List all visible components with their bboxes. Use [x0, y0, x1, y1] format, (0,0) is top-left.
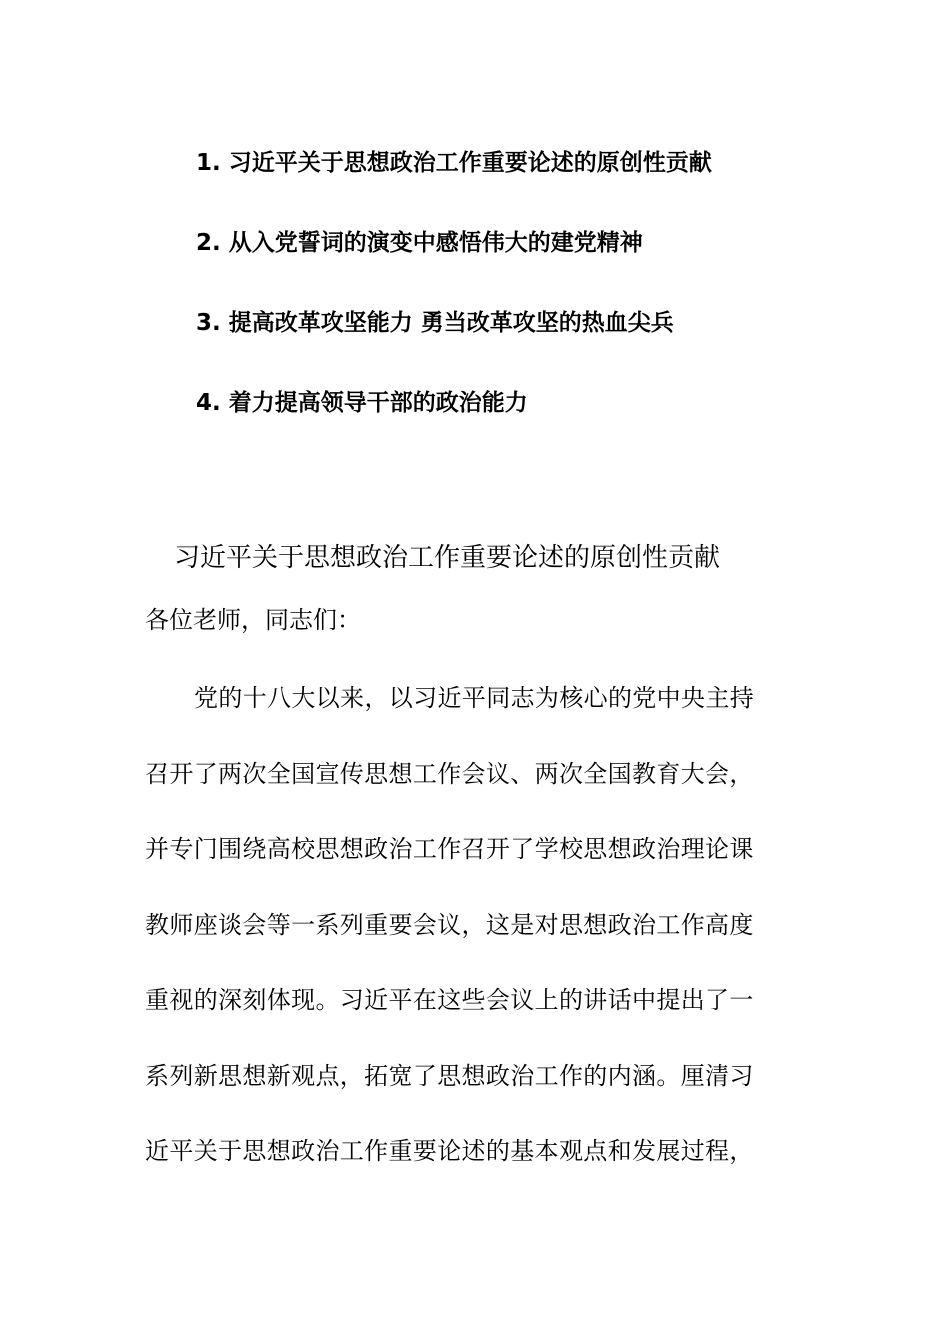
- toc-item-text: 从入党誓词的演变中感悟伟大的建党精神: [228, 230, 643, 256]
- toc-item: [196, 140, 816, 220]
- toc-item: [196, 380, 816, 460]
- toc-item-text: 提高改革攻坚能力 勇当改革攻坚的热血尖兵: [228, 310, 674, 336]
- body-line: 教师座谈会等一系列重要会议，这是对思想政治工作高度: [145, 910, 754, 939]
- greeting: 各位老师，同志们：: [145, 606, 361, 634]
- body-line: 近平关于思想政治工作重要论述的基本观点和发展过程，: [145, 1137, 754, 1165]
- toc-item-number: 3.: [196, 310, 221, 336]
- toc-item-number: 2.: [196, 230, 221, 256]
- body-line: 系列新思想新观点，拓宽了思想政治工作的内涵。厘清习: [145, 1061, 754, 1090]
- toc-item: [196, 220, 816, 300]
- toc-item: [196, 300, 816, 380]
- body-line: 重视的深刻体现。习近平在这些会议上的讲话中提出了一: [145, 986, 754, 1014]
- table-of-contents: [196, 140, 816, 460]
- toc-item-number: 4.: [196, 390, 221, 416]
- body-line: 党的十八大以来，以习近平同志为核心的党中央主持: [194, 684, 755, 712]
- toc-item-text: 着力提高领导干部的政治能力: [228, 390, 528, 416]
- body-line: 召开了两次全国宣传思想工作会议、两次全国教育大会，: [145, 759, 754, 788]
- article-title: 习近平关于思想政治工作重要论述的原创性贡献: [174, 543, 721, 573]
- toc-item-text: 习近平关于思想政治工作重要论述的原创性贡献: [228, 150, 712, 176]
- toc-item-number: 1.: [196, 150, 221, 176]
- article-body: [145, 672, 815, 1201]
- body-line: 并专门围绕高校思想政治工作召开了学校思想政治理论课: [145, 835, 754, 863]
